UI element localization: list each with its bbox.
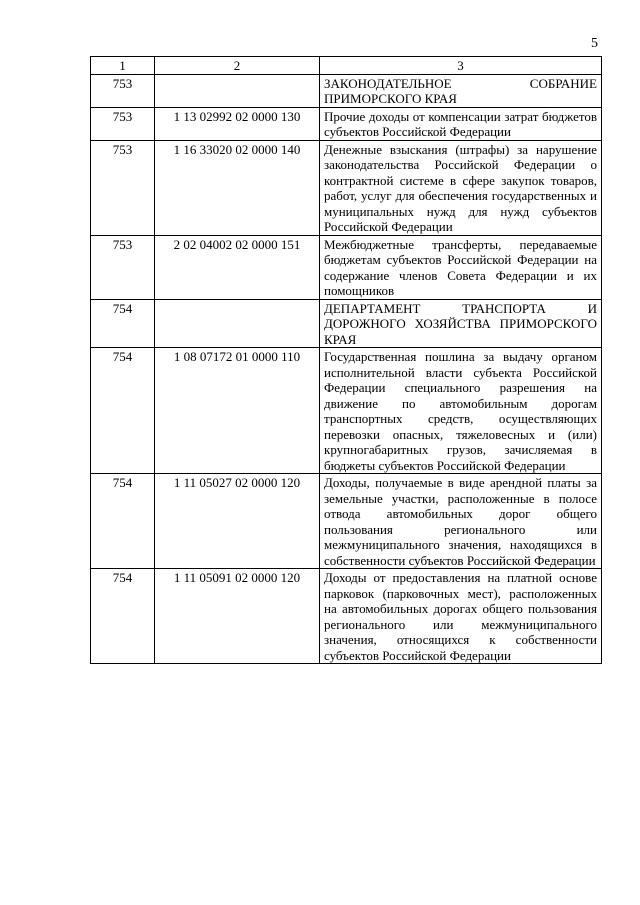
page-number: 5 <box>591 36 598 51</box>
organization-name-cell <box>320 74 602 107</box>
admin-code-cell: 753 <box>91 107 155 140</box>
table-header-row <box>91 57 602 75</box>
income-name: Межбюджетные трансферты, передаваемые бюджетам субъектов Российской Федерации на содержание членов Совета Федерации и их помощников <box>324 236 597 298</box>
income-code-cell: 1 13 02992 02 0000 130 <box>155 107 320 140</box>
income-name: Доходы от предоставления на платной основе парковок (парковочных мест), расположенных на автомобильных дорогах общего пользования регионального или межмуниципального значения, относящихся к собственности субъектов Российской Федерации <box>324 570 597 663</box>
organization-name-cell <box>320 299 602 348</box>
income-code-cell <box>155 299 320 348</box>
income-name: Государственная пошлина за выдачу органом исполнительной власти субъекта Российской Федерации специального разрешения на движение по автомобильным дорогам транспортных средств, осуществляющих перевозки опасных, тяжеловесных и (или) крупногабаритных грузов, зачисляемая в бюджеты субъектов Российской Федерации <box>324 349 597 473</box>
income-name: Доходы, получаемые в виде арендной платы за земельные участки, расположенные в полосе отвода автомобильных дорог общего пользования регионального или межмуниципального значения, находящихся в собственности субъектов Российской Федерации <box>324 475 597 568</box>
table-row <box>91 140 602 235</box>
income-code-cell: 2 02 04002 02 0000 151 <box>155 235 320 299</box>
admin-code-cell: 754 <box>91 348 155 474</box>
table-row <box>91 348 602 474</box>
income-name-cell <box>320 348 602 474</box>
table-row <box>91 569 602 664</box>
income-codes-table <box>90 56 602 664</box>
income-name-cell <box>320 569 602 664</box>
income-name-cell <box>320 235 602 299</box>
table-row <box>91 107 602 140</box>
admin-code-cell: 753 <box>91 235 155 299</box>
column-header-3: 3 <box>320 57 602 75</box>
income-name: Денежные взыскания (штрафы) за нарушение законодательства Российской Федерации о контрактной системе в сфере закупок товаров, работ, услуг для обеспечения государственных и муниципальных нужд для нужд субъектов Российской Федерации <box>324 141 597 234</box>
income-name-cell <box>320 140 602 235</box>
income-code-cell: 1 16 33020 02 0000 140 <box>155 140 320 235</box>
admin-code-cell: 754 <box>91 569 155 664</box>
table-row <box>91 299 602 348</box>
organization-name: ДЕПАРТАМЕНТ ТРАНСПОРТА И ДОРОЖНОГО ХОЗЯЙСТВА ПРИМОРСКОГО КРАЯ <box>324 300 597 347</box>
organization-name: ЗАКОНОДАТЕЛЬНОЕ СОБРАНИЕ ПРИМОРСКОГО КРАЯ <box>324 75 597 106</box>
admin-code-cell: 753 <box>91 74 155 107</box>
table-row <box>91 74 602 107</box>
income-code-cell: 1 08 07172 01 0000 110 <box>155 348 320 474</box>
income-code-cell <box>155 74 320 107</box>
column-header-1: 1 <box>91 57 155 75</box>
income-name-cell <box>320 474 602 569</box>
income-code-cell: 1 11 05027 02 0000 120 <box>155 474 320 569</box>
table-row <box>91 235 602 299</box>
admin-code-cell: 753 <box>91 140 155 235</box>
income-code-cell: 1 11 05091 02 0000 120 <box>155 569 320 664</box>
admin-code-cell: 754 <box>91 299 155 348</box>
admin-code-cell: 754 <box>91 474 155 569</box>
income-name-cell <box>320 107 602 140</box>
table-row <box>91 474 602 569</box>
column-header-2: 2 <box>155 57 320 75</box>
income-name: Прочие доходы от компенсации затрат бюджетов субъектов Российской Федерации <box>324 108 597 139</box>
